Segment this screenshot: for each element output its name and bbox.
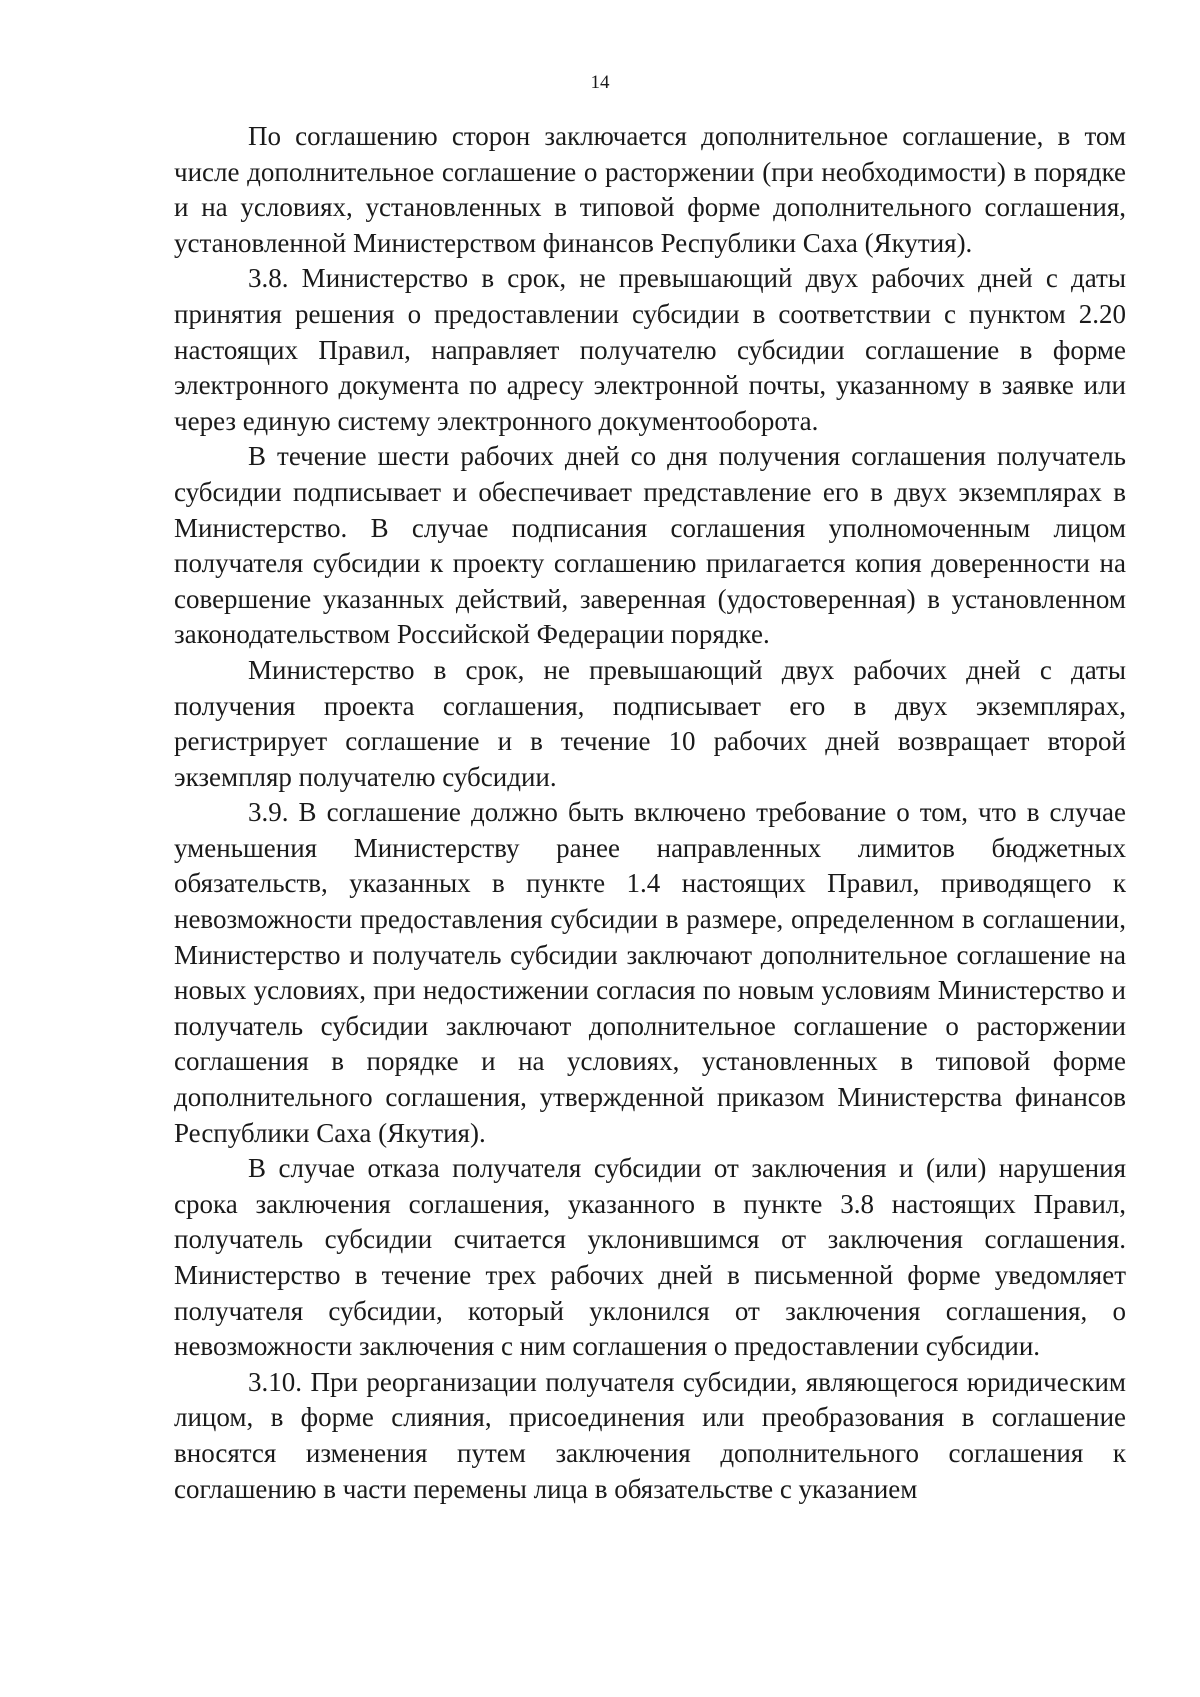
page-number: 14 — [590, 72, 610, 93]
paragraph-ministry-registration: Министерство в срок, не превышающий двух рабочих дней с даты получения проекта соглашения, подписывает его в двух экземплярах, регистрирует соглашение и в течение 10 рабочих дней возвращает второй экземпляр получателю субсидии. — [174, 654, 1126, 792]
paragraph-refusal: В случае отказа получателя субсидии от заключения и (или) нарушения срока заключения соглашения, указанного в пункте 3.8 настоящих Правил, получатель субсидии считается уклонившимся от заключения соглашения. Министерство в течение трех рабочих дней в письменной форме уведомляет получателя субсидии, который уклонился от заключения соглашения, о невозможности заключения с ним соглашения о предоставлении субсидии. — [174, 1153, 1126, 1362]
paragraph-signing-term: В течение шести рабочих дней со дня получения соглашения получатель субсидии подписывает и обеспечивает представление его в двух экземплярах в Министерство. В случае подписания соглашения уполномоченным лицом получателя субсидии к проекту соглашению прилагается копия доверенности на совершение указанных действий, заверенная (удостоверенная) в установленном законодательством Российской Федерации порядке. — [174, 441, 1126, 650]
paragraph-3-8: 3.8. Министерство в срок, не превышающий двух рабочих дней с даты принятия решения о предоставлении субсидии в соответствии с пунктом 2.20 настоящих Правил, направляет получателю субсидии соглашение в форме электронного документа по адресу электронной почты, указанному в заявке или через единую систему электронного документооборота. — [174, 263, 1126, 436]
paragraph-3-10: 3.10. При реорганизации получателя субсидии, являющегося юридическим лицом, в форме слияния, присоединения или преобразования в соглашение вносятся изменения путем заключения дополнительного соглашения к соглашению в части перемены лица в обязательстве с указанием — [174, 1366, 1126, 1504]
paragraph-3-9: 3.9. В соглашение должно быть включено требование о том, что в случае уменьшения Министерству ранее направленных лимитов бюджетных обязательств, указанных в пункте 1.4 настоящих Правил, приводящего к невозможности предоставления субсидии в размере, определенном в соглашении, Министерство и получатель субсидии заключают дополнительное соглашение на новых условиях, при недостижении согласия по новым условиям Министерство и получатель субсидии заключают дополнительное соглашение о расторжении соглашения в порядке и на условиях, установленных в типовой форме дополнительного соглашения, утвержденной приказом Министерства финансов Республики Саха (Якутия). — [174, 797, 1126, 1148]
paragraph-agreement-by-parties: По соглашению сторон заключается дополнительное соглашение, в том числе дополнительное соглашение о расторжении (при необходимости) в порядке и на условиях, установленных в типовой форме дополнительного соглашения, установленной Министерством финансов Республики Саха (Якутия). — [174, 121, 1126, 258]
document-body — [174, 119, 1126, 1507]
